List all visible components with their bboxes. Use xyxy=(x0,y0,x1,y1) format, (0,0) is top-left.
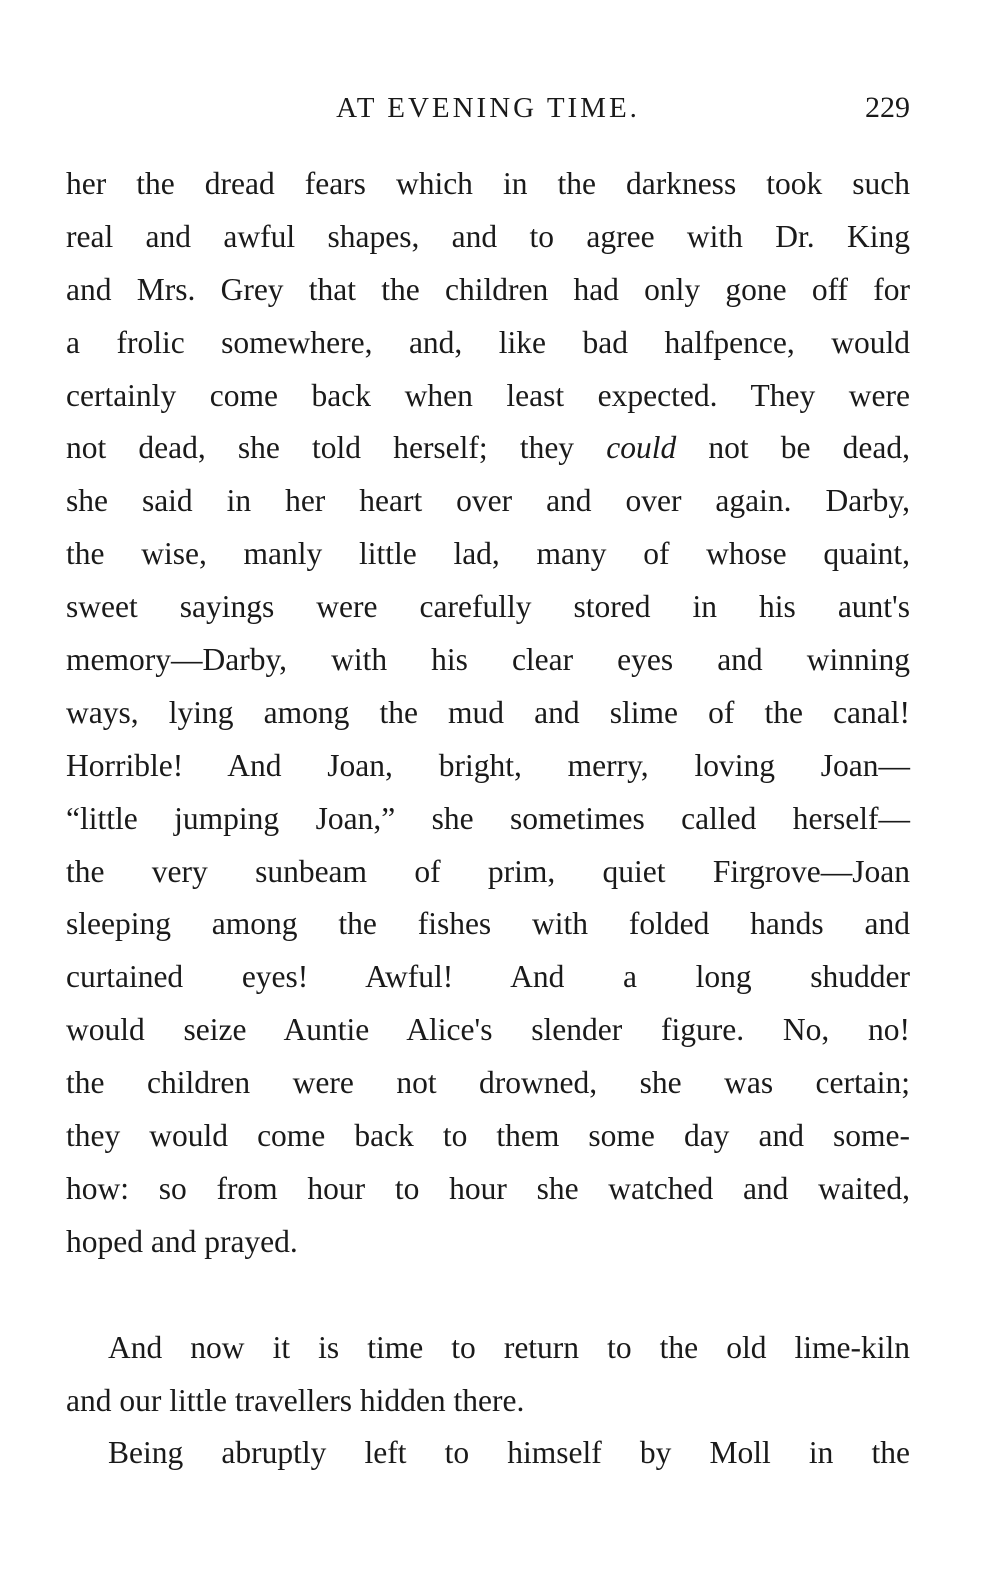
text-line: her the dread fears which in the darkness took such xyxy=(66,166,910,201)
page-number: 229 xyxy=(865,91,910,124)
text-line: the wise, manly little lad, many of whose quaint, xyxy=(66,536,910,572)
section-break xyxy=(66,1269,910,1322)
paragraph-3 xyxy=(66,1427,910,1480)
text-line: certainly come back when least expected. They were xyxy=(66,377,910,413)
text-line xyxy=(66,422,910,475)
text-line: real and awful shapes, and to agree with Dr. King xyxy=(66,218,910,254)
italic-emphasis: could xyxy=(606,430,677,466)
text-line: And now it is time to return to the old lime-kiln xyxy=(108,1329,910,1365)
text-line: hoped and prayed. xyxy=(66,1223,298,1259)
text-segment: not be dead, xyxy=(676,430,910,466)
text-line: the children were not drowned, she was certain; xyxy=(66,1065,910,1101)
text-line: and our little travellers hidden there. xyxy=(66,1382,525,1418)
text-line: Horrible! And Joan, bright, merry, loving Joan— xyxy=(66,747,910,783)
text-segment: not dead, she told herself; they xyxy=(66,430,607,466)
text-line: sleeping among the fishes with folded hands and xyxy=(66,906,910,942)
body-text xyxy=(66,158,910,1480)
text-line: the very sunbeam of prim, quiet Firgrove—Joan xyxy=(66,853,910,889)
text-line: they would come back to them some day and some- xyxy=(66,1118,910,1154)
text-line: how: so from hour to hour she watched and waited, xyxy=(66,1170,910,1206)
text-line: “little jumping Joan,” she sometimes called herself— xyxy=(66,800,910,836)
text-line: she said in her heart over and over again. Darby, xyxy=(66,483,910,519)
text-line: a frolic somewhere, and, like bad halfpence, would xyxy=(66,324,910,360)
text-line: ways, lying among the mud and slime of the canal! xyxy=(66,694,910,730)
text-line: curtained eyes! Awful! And a long shudder xyxy=(66,959,910,995)
running-title: AT EVENING TIME. xyxy=(336,92,640,124)
text-line: Being abruptly left to himself by Moll in the xyxy=(108,1435,910,1471)
paragraph-1 xyxy=(66,158,910,1269)
paragraph-2 xyxy=(66,1322,910,1428)
text-line: and Mrs. Grey that the children had only gone off for xyxy=(66,271,910,307)
text-line: memory—Darby, with his clear eyes and winning xyxy=(66,642,910,678)
text-line: sweet sayings were carefully stored in his aunt's xyxy=(66,589,910,625)
text-line: would seize Auntie Alice's slender figure. No, no! xyxy=(66,1012,910,1048)
running-head xyxy=(66,86,910,130)
